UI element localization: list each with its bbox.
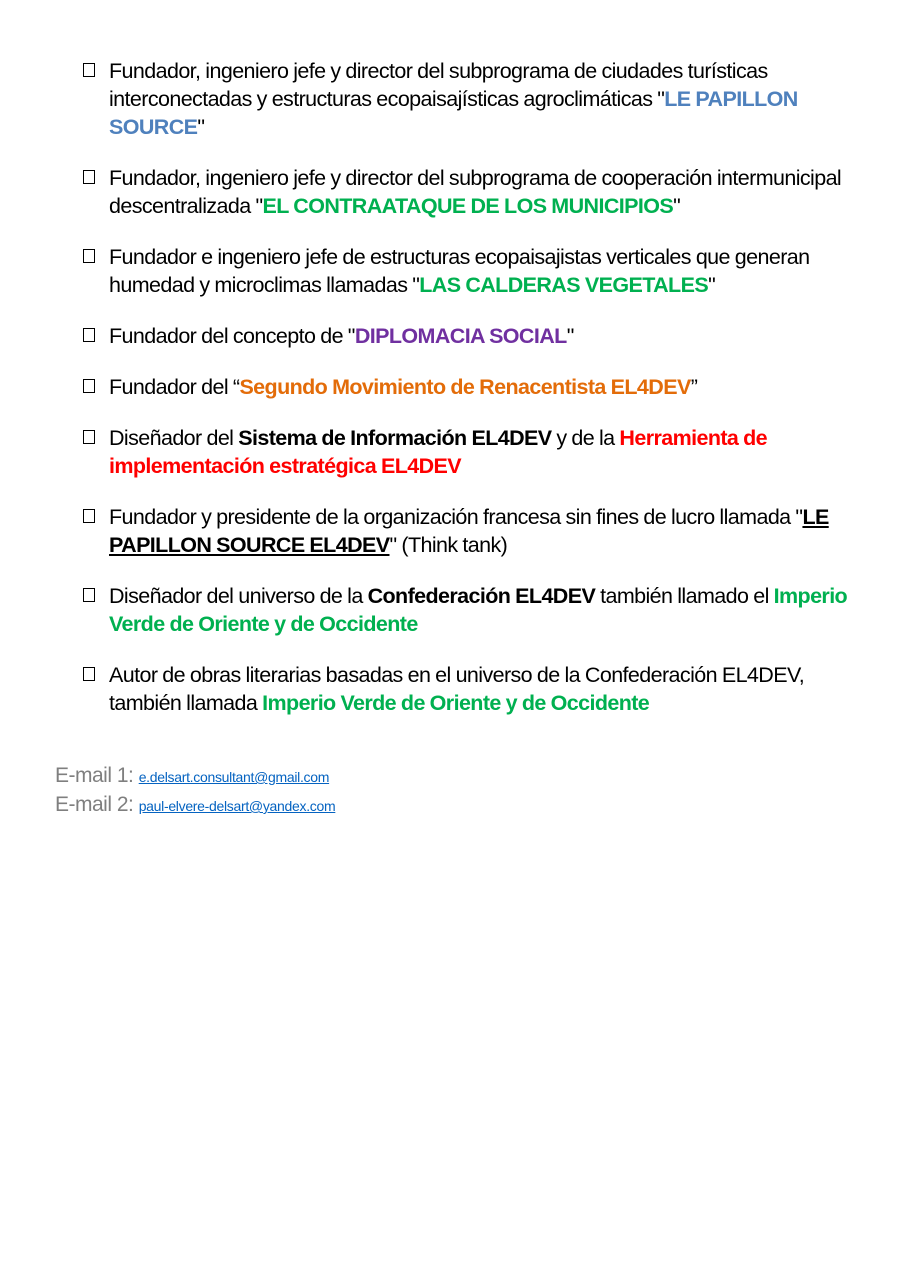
item-text-plain: Diseñador del universo de la (109, 584, 368, 608)
item-bold: Sistema de Información EL4DEV (238, 426, 552, 450)
checkbox-bullet-icon (83, 588, 95, 602)
item-text-plain: Fundador y presidente de la organización francesa sin fines de lucro llamada " (109, 505, 803, 529)
item-text (109, 245, 809, 297)
checkbox-bullet-icon (83, 63, 95, 77)
item-text (109, 426, 767, 478)
item-text-plain: Fundador del “ (109, 375, 240, 399)
item-text (109, 584, 847, 636)
list-item (83, 164, 873, 220)
list-item (83, 582, 873, 638)
item-text-plain: Fundador, ingeniero jefe y director del subprograma de cooperación intermunicipal descentralizada " (109, 166, 842, 218)
item-text-plain: también llamado el (595, 584, 774, 608)
list-item (83, 243, 873, 299)
item-text-plain: Autor de obras literarias basadas en el universo de la Confederación EL4DEV, también llamada (109, 663, 805, 715)
item-text (109, 324, 574, 348)
item-text-plain: " (708, 273, 716, 297)
item-text-plain: Fundador e ingeniero jefe de estructuras ecopaisajistas verticales que generan humedad y microclimas llamadas " (109, 245, 810, 297)
checkbox-bullet-icon (83, 379, 95, 393)
item-bold-underline: LE PAPILLON SOURCE EL4DEV (109, 505, 829, 557)
item-highlight: LAS CALDERAS VEGETALES (419, 273, 709, 297)
checkbox-bullet-icon (83, 328, 95, 342)
list-item (83, 661, 873, 717)
list-item (83, 57, 873, 141)
checkbox-bullet-icon (83, 249, 95, 263)
list-item (83, 424, 873, 480)
checkbox-bullet-icon (83, 667, 95, 681)
item-text (109, 59, 798, 139)
item-highlight: Segundo Movimiento de Renacentista EL4DEV (239, 375, 691, 399)
list-item (83, 322, 873, 350)
item-highlight: DIPLOMACIA SOCIAL (354, 324, 567, 348)
checkbox-bullet-icon (83, 170, 95, 184)
item-text (109, 166, 841, 218)
item-text (109, 375, 697, 399)
email-label: E-mail 1: (55, 764, 139, 787)
item-text (109, 505, 829, 557)
item-text (109, 663, 804, 715)
item-text-plain: " (673, 194, 681, 218)
item-text-plain: Fundador del concepto de " (109, 324, 355, 348)
item-text-plain: " (197, 115, 205, 139)
item-highlight: Herramienta de implementación estratégica EL4DEV (109, 426, 768, 478)
email-link-2[interactable]: paul-elvere-delsart@yandex.com (138, 798, 336, 814)
item-text-plain: y de la (551, 426, 620, 450)
checkbox-bullet-icon (83, 430, 95, 444)
item-text-plain: Diseñador del (109, 426, 239, 450)
email-label: E-mail 2: (55, 793, 139, 816)
item-highlight: Imperio Verde de Oriente y de Occidente (109, 584, 848, 636)
list-item (83, 503, 873, 559)
item-text-plain: ” (690, 375, 698, 399)
item-highlight: EL CONTRAATAQUE DE LOS MUNICIPIOS (262, 194, 674, 218)
item-text-plain: Fundador, ingeniero jefe y director del subprograma de ciudades turísticas interconectadas y estructuras ecopaisajísticas agroclimáticas " (109, 59, 768, 111)
email-link-1[interactable]: e.delsart.consultant@gmail.com (138, 769, 330, 785)
achievement-list (83, 57, 873, 740)
item-text-plain: " (566, 324, 574, 348)
contact-section (55, 762, 335, 820)
item-highlight: LE PAPILLON SOURCE (109, 87, 798, 139)
item-bold: Confederación EL4DEV (367, 584, 596, 608)
item-highlight: Imperio Verde de Oriente y de Occidente (262, 691, 650, 715)
checkbox-bullet-icon (83, 509, 95, 523)
item-text-plain: " (Think tank) (389, 533, 508, 557)
email-row-2 (55, 791, 335, 820)
email-row-1 (55, 762, 335, 791)
list-item (83, 373, 873, 401)
